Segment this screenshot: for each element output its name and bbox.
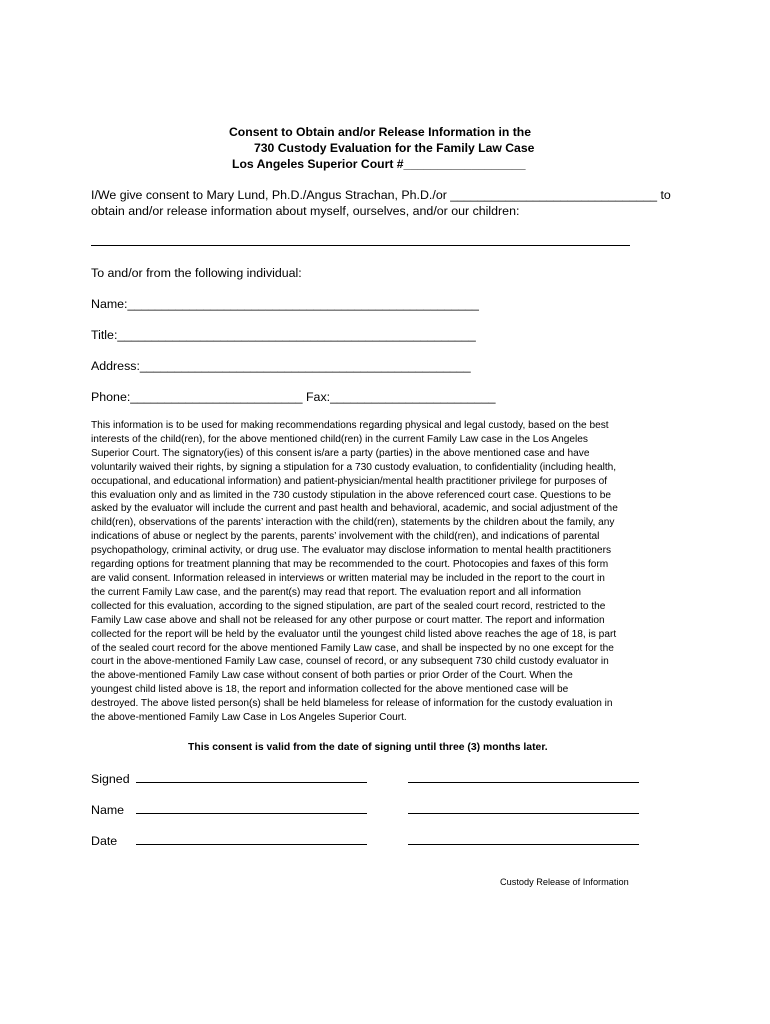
consent-statement-line-1: I/We give consent to Mary Lund, Ph.D./Angus Strachan, Ph.D./or ______________________________ to <box>91 188 671 202</box>
document-title <box>229 124 589 172</box>
paragraph-line: psychopathology, criminal activity, or drug use. The evaluator may disclose information to mental health practitioners <box>91 545 612 557</box>
paragraph-line: this evaluation only and as limited in the 730 custody stipulation in the above referenced court case. Questions to be <box>91 489 612 501</box>
children-names-blank-line <box>91 245 630 246</box>
name-label: Name <box>91 803 125 817</box>
date-label: Date <box>91 834 118 848</box>
paragraph-line: interests of the child(ren), for the above mentioned child(ren) in the current Family Law case in the Los Angeles <box>91 433 588 445</box>
paragraph-line: Superior Court. The signatory(ies) of this consent is/are a party (parties) in the above mentioned case and have <box>91 447 590 459</box>
paragraph-line: occupational, and educational information) and patient-physician/mental health practitioner privilege for purposes of <box>91 475 608 487</box>
address-field: Address:________________________________________________ <box>91 359 471 373</box>
paragraph-line: child(ren), observations of the parents’ interaction with the child(ren), statements by the children about the family, any <box>91 517 615 529</box>
date-line-2 <box>408 844 639 845</box>
name-line-1 <box>136 813 367 814</box>
paragraph-line: destroyed. The above listed person(s) shall be held blameless for release of information for the custody evaluation in <box>91 698 613 710</box>
title-line-1: Consent to Obtain and/or Release Information in the <box>229 125 532 139</box>
paragraph-line: This information is to be used for making recommendations regarding physical and legal custody, based on the best <box>91 420 609 431</box>
paragraph-line: the above-mentioned Family Law Case in Los Angeles Superior Court. <box>91 712 407 724</box>
validity-note: This consent is valid from the date of signing until three (3) months later. <box>188 742 548 753</box>
paragraph-line: Family Law case above and shall not be released for any other purpose or court matter. The report and information <box>91 614 605 626</box>
title-field: Title:____________________________________________________ <box>91 328 476 342</box>
signed-line-1 <box>136 782 367 783</box>
date-line-1 <box>136 844 367 845</box>
paragraph-line: collected for this evaluation, according to the signed stipulation, are part of the sealed court record, restricted to the <box>91 600 606 612</box>
paragraph-line: collected for the report will be held by the evaluator until the youngest child listed above reaches the age of 18, is part <box>91 628 617 640</box>
paragraph-line: asked by the evaluator will include the current and past health and behavioral, academic, and social adjustment of the <box>91 503 618 515</box>
to-from-label: To and/or from the following individual: <box>91 266 302 280</box>
title-line-3: Los Angeles Superior Court #__________________ <box>232 157 526 171</box>
consent-terms-paragraph <box>91 419 681 725</box>
paragraph-line: indications of abuse or neglect by the parents, parents’ involvement with the child(ren), and indications of parental <box>91 531 600 543</box>
paragraph-line: of the sealed court record for the above mentioned Family Law case, and shall be inspected by no one except for the <box>91 642 614 654</box>
footer-label: Custody Release of Information <box>500 877 629 887</box>
signed-line-2 <box>408 782 639 783</box>
paragraph-line: youngest child listed above is 18, the report and information collected for the above mentioned case will be <box>91 684 569 696</box>
consent-statement-line-2: obtain and/or release information about myself, ourselves, and/or our children: <box>91 204 520 218</box>
paragraph-line: are valid consent. Information released in interviews or written material may be included in the report to the court in <box>91 572 605 584</box>
name-line-2 <box>408 813 639 814</box>
signed-label: Signed <box>91 772 130 786</box>
paragraph-line: court in the above-mentioned Family Law case, counsel of record, or any subsequent 730 child custody evaluator in <box>91 656 609 668</box>
paragraph-line: the above-mentioned Family Law case without consent of both parties or prior Order of the Court. When the <box>91 670 573 682</box>
paragraph-line: voluntarily waived their rights, by signing a stipulation for a 730 custody evaluation, to confidentiality (including health, <box>91 461 617 473</box>
name-field: Name:___________________________________________________ <box>91 297 479 311</box>
title-line-2: 730 Custody Evaluation for the Family Law Case <box>254 141 535 155</box>
phone-fax-field: Phone:_________________________ Fax:________________________ <box>91 390 496 404</box>
paragraph-line: the current Family Law case, and the parent(s) may read that report. The evaluation report and all information <box>91 586 582 598</box>
paragraph-line: regarding options for treatment planning that may be recommended to the court. Photocopies and faxes of this form <box>91 559 609 571</box>
